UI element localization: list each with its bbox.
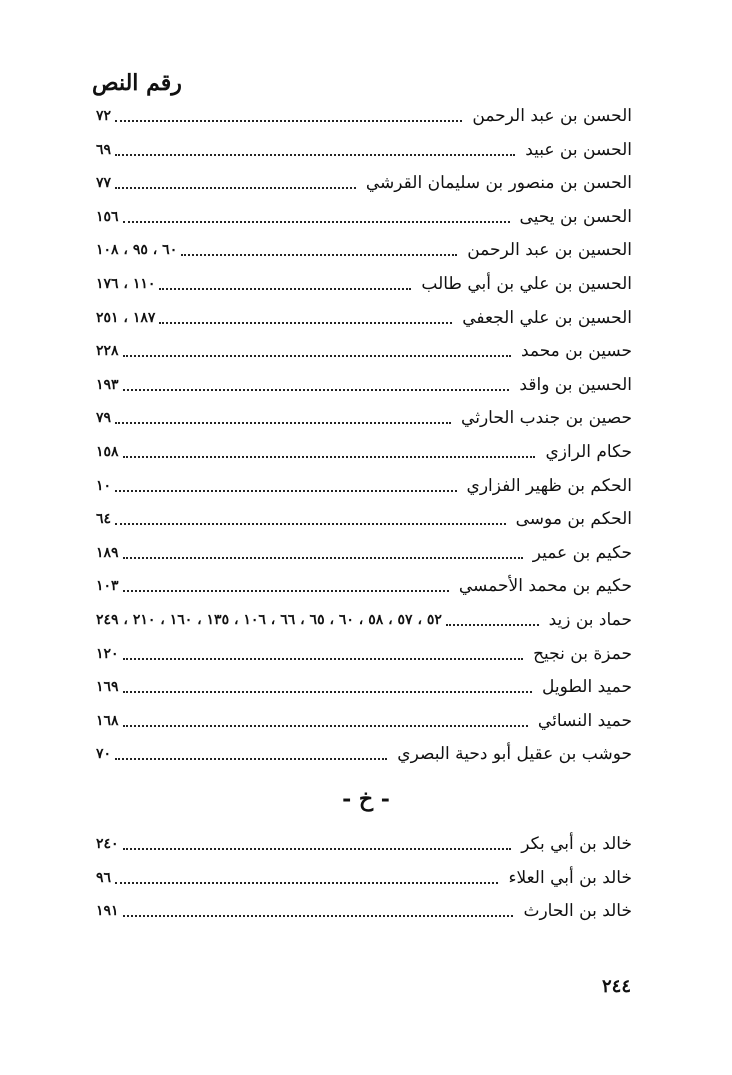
dot-leader [115, 120, 462, 122]
entry-name: خالد بن أبي العلاء [508, 867, 632, 888]
entry-references: ١١٠ ، ١٧٦ [96, 276, 156, 292]
dot-leader [123, 389, 510, 391]
entry-references: ٦٩ [96, 141, 112, 158]
entry-references: ١٩١ [96, 903, 119, 920]
entry-references: ١٢٠ [96, 645, 119, 662]
dot-leader [115, 490, 456, 492]
entry-name: حمزة بن نجيح [533, 643, 632, 664]
entry-references: ٧٠ [96, 746, 112, 763]
dot-leader [159, 288, 411, 290]
entry-name: الحسين بن واقد [519, 374, 632, 395]
index-entry [96, 167, 632, 199]
entry-name: حصين بن جندب الحارثي [461, 408, 632, 429]
index-entry [96, 234, 632, 266]
dot-leader [123, 725, 528, 727]
index-entry [96, 828, 632, 860]
entry-references: ٧٩ [96, 410, 112, 427]
entry-name: الحكم بن ظهير الفزاري [466, 475, 632, 496]
page-header: رقم النص [92, 70, 182, 96]
entry-name: الحسين بن عبد الرحمن [467, 240, 632, 261]
entry-name: الحكم بن موسى [515, 509, 632, 530]
dot-leader [181, 254, 457, 256]
entry-references: ٢٤٠ [96, 836, 119, 852]
entry-name: حكيم بن محمد الأحمسي [458, 576, 632, 597]
index-entry [96, 369, 632, 401]
entry-name: حميد النسائي [537, 710, 632, 731]
entry-name: حميد الطويل [541, 677, 632, 698]
entry-references: ١٥٦ [96, 208, 119, 225]
entry-name: خالد بن الحارث [523, 901, 632, 922]
entry-references: ١٨٧ ، ٢٥١ [96, 309, 156, 326]
entry-references: ١٨٩ [96, 544, 119, 561]
index-entry [96, 638, 632, 670]
dot-leader [123, 691, 532, 693]
dot-leader [115, 758, 387, 760]
entry-name: حسين بن محمد [520, 341, 632, 362]
entry-name: الحسن بن يحيى [519, 206, 632, 227]
entry-references: ١٦٨ [96, 712, 119, 729]
index-entry [96, 335, 632, 367]
dot-leader [159, 322, 452, 324]
entry-name: حوشب بن عقيل أبو دحية البصري [397, 744, 632, 765]
index-entry [96, 604, 632, 636]
index-entry [96, 503, 632, 535]
entry-references: ٦٠ ، ٩٥ ، ١٠٨ [96, 242, 178, 259]
entry-references: ٢٢٨ [96, 343, 119, 360]
dot-leader [115, 422, 451, 424]
entry-references: ١٠ [96, 477, 112, 494]
entry-name: الحسن بن منصور بن سليمان القرشي [365, 173, 632, 194]
index-entry [96, 402, 632, 434]
index-entry [96, 862, 632, 894]
page-number: ٢٤٤ [602, 976, 632, 997]
dot-leader [123, 557, 523, 559]
dot-leader [115, 154, 515, 156]
index-entry [96, 537, 632, 569]
index-entry [96, 705, 632, 737]
dot-leader [115, 882, 498, 884]
index-entry [96, 671, 632, 703]
entry-references: ٧٧ [96, 175, 112, 192]
index-entry [96, 100, 632, 132]
index-entry [96, 268, 632, 300]
dot-leader [115, 187, 356, 189]
entry-references: ١٩٣ [96, 376, 119, 393]
dot-leader [123, 221, 510, 223]
section-letter-heading: - خ - [342, 786, 390, 812]
entry-references: ١٦٩ [96, 679, 119, 696]
dot-leader [123, 590, 449, 592]
entry-name: حماد بن زيد [548, 610, 632, 630]
entry-references: ١٠٣ [96, 578, 119, 595]
dot-leader [123, 848, 512, 850]
entry-name: حكام الرازي [545, 442, 632, 462]
entry-name: الحسين بن علي بن أبي طالب [421, 274, 632, 294]
index-entry [96, 895, 632, 927]
entry-name: الحسن بن عبيد [525, 139, 632, 160]
dot-leader [123, 915, 514, 917]
entry-name: الحسين بن علي الجعفي [462, 307, 632, 328]
dot-leader [446, 624, 539, 626]
entry-references: ٧٢ [96, 108, 112, 124]
index-entry [96, 470, 632, 502]
entry-references: ٦٤ [96, 511, 112, 528]
index-entry [96, 570, 632, 602]
index-entry [96, 201, 632, 233]
dot-leader [123, 456, 536, 458]
dot-leader [123, 355, 511, 357]
index-entry [96, 436, 632, 468]
index-entry [96, 134, 632, 166]
dot-leader [115, 523, 506, 525]
dot-leader [123, 658, 524, 660]
entry-references: ١٥٨ [96, 444, 119, 460]
index-entry [96, 302, 632, 334]
entry-name: الحسن بن عبد الرحمن [472, 106, 632, 126]
entry-references: ٥٢ ، ٥٧ ، ٥٨ ، ٦٠ ، ٦٥ ، ٦٦ ، ١٠٦ ، ١٣٥ ، ١٦٠ ، ٢١٠ ، ٢٤٩ [96, 612, 442, 628]
entry-name: خالد بن أبي بكر [521, 834, 632, 854]
entry-name: حكيم بن عمير [532, 542, 632, 563]
index-entry [96, 738, 632, 770]
entry-references: ٩٦ [96, 869, 112, 886]
